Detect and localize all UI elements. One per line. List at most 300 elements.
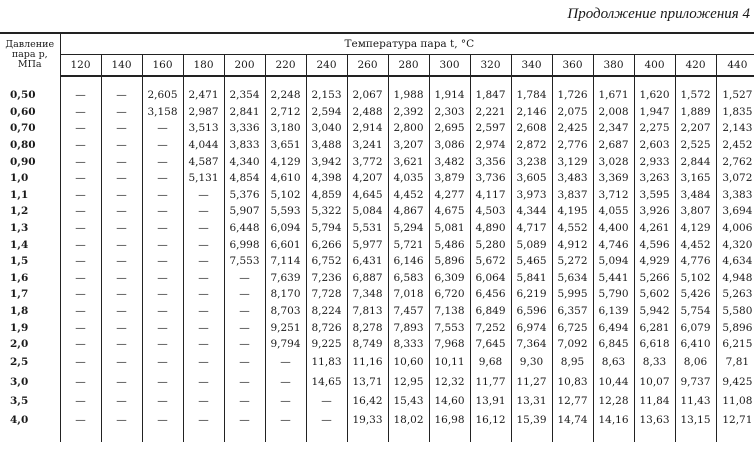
value-cell: 14,74 — [552, 411, 593, 442]
value-cell: 6,357 — [552, 303, 593, 320]
value-cell: 8,333 — [388, 336, 429, 353]
value-cell: 4,344 — [511, 203, 552, 220]
value-cell: 3,158 — [142, 104, 183, 121]
value-cell: — — [101, 353, 142, 373]
value-cell: 4,044 — [183, 137, 224, 154]
value-cell: 13,31 — [511, 392, 552, 412]
value-cell: 8,278 — [347, 319, 388, 336]
temperature-header-cell: 280 — [388, 55, 429, 77]
value-cell: 3,837 — [552, 187, 593, 204]
value-cell: — — [101, 137, 142, 154]
table-row — [0, 120, 754, 137]
temperature-header-cell: 360 — [552, 55, 593, 77]
value-cell: 4,117 — [470, 187, 511, 204]
value-cell: 6,849 — [470, 303, 511, 320]
value-cell: 5,721 — [388, 236, 429, 253]
value-cell: — — [142, 170, 183, 187]
value-cell: 6,494 — [593, 319, 634, 336]
value-cell: 6,596 — [511, 303, 552, 320]
value-cell: 5,896 — [429, 253, 470, 270]
value-cell: 5,995 — [552, 286, 593, 303]
value-cell: — — [142, 153, 183, 170]
value-cell: 10,83 — [552, 372, 593, 392]
value-cell: 7,893 — [388, 319, 429, 336]
value-cell: 2,605 — [142, 76, 183, 104]
value-cell: 6,215 — [716, 336, 754, 353]
value-cell: — — [142, 336, 183, 353]
value-cell: 9,225 — [306, 336, 347, 353]
value-cell: 6,309 — [429, 270, 470, 287]
pressure-cell: 0,50 — [10, 88, 36, 101]
value-cell: 5,754 — [675, 303, 716, 320]
temperature-header-cell: 400 — [634, 55, 675, 77]
table-row — [0, 153, 754, 170]
value-cell: 15,39 — [511, 411, 552, 442]
value-cell: 5,102 — [675, 270, 716, 287]
value-cell: 3,028 — [593, 153, 634, 170]
value-cell: 8,726 — [306, 319, 347, 336]
value-cell: — — [224, 303, 265, 320]
pressure-cell: 2,0 — [10, 338, 29, 351]
temperature-header-cell: 440 — [716, 55, 754, 77]
value-cell: 3,488 — [306, 137, 347, 154]
value-cell: — — [101, 76, 142, 104]
value-cell: 3,712 — [593, 187, 634, 204]
value-cell: 10,11 — [429, 353, 470, 373]
value-cell: — — [224, 319, 265, 336]
value-cell: 4,854 — [224, 170, 265, 187]
value-cell: 4,746 — [593, 236, 634, 253]
value-cell: 16,98 — [429, 411, 470, 442]
value-cell: 4,398 — [306, 170, 347, 187]
value-cell: 12,71 — [716, 411, 754, 442]
value-cell: 4,452 — [388, 187, 429, 204]
value-cell: 6,281 — [634, 319, 675, 336]
value-cell: 4,634 — [716, 253, 754, 270]
value-cell: 3,595 — [634, 187, 675, 204]
value-cell: 6,139 — [593, 303, 634, 320]
value-cell: — — [101, 104, 142, 121]
value-cell: — — [183, 372, 224, 392]
value-cell: 2,987 — [183, 104, 224, 121]
table-row — [0, 220, 754, 237]
pressure-cell: 1,6 — [10, 271, 29, 284]
value-cell: 8,703 — [265, 303, 306, 320]
value-cell: — — [60, 120, 101, 137]
value-cell: — — [101, 372, 142, 392]
value-cell: 3,369 — [593, 170, 634, 187]
value-cell: — — [60, 392, 101, 412]
value-cell: 8,749 — [347, 336, 388, 353]
value-cell: — — [142, 353, 183, 373]
value-cell: — — [183, 319, 224, 336]
value-cell: 5,977 — [347, 236, 388, 253]
value-cell: 6,410 — [675, 336, 716, 353]
temperature-header-cell: 160 — [142, 55, 183, 77]
table-row — [0, 170, 754, 187]
value-cell: — — [142, 411, 183, 442]
value-cell: 4,596 — [634, 236, 675, 253]
table-row — [0, 286, 754, 303]
pressure-cell: 3,0 — [10, 375, 29, 388]
value-cell: 2,872 — [511, 137, 552, 154]
table-row — [0, 270, 754, 287]
value-cell: 13,91 — [470, 392, 511, 412]
value-cell: 11,16 — [347, 353, 388, 373]
value-cell: 13,71 — [347, 372, 388, 392]
table-row — [0, 76, 754, 104]
value-cell: — — [101, 253, 142, 270]
value-cell: — — [142, 137, 183, 154]
value-cell: 5,376 — [224, 187, 265, 204]
temperature-header-cell: 180 — [183, 55, 224, 77]
value-cell: 4,675 — [429, 203, 470, 220]
value-cell: — — [60, 153, 101, 170]
pressure-label-line: Давление — [5, 39, 55, 50]
value-cell: 18,02 — [388, 411, 429, 442]
table-row — [0, 253, 754, 270]
value-cell: 14,60 — [429, 392, 470, 412]
value-cell: 3,086 — [429, 137, 470, 154]
value-cell: 3,513 — [183, 120, 224, 137]
pressure-cell: 2,5 — [10, 356, 29, 369]
value-cell: — — [101, 120, 142, 137]
value-cell: — — [60, 203, 101, 220]
value-cell: 3,129 — [552, 153, 593, 170]
value-cell: 6,094 — [265, 220, 306, 237]
value-cell: — — [101, 187, 142, 204]
value-cell: 7,018 — [388, 286, 429, 303]
temperature-header-cell: 200 — [224, 55, 265, 77]
value-cell: — — [60, 270, 101, 287]
value-cell: — — [183, 220, 224, 237]
value-cell: 2,392 — [388, 104, 429, 121]
value-cell: 5,441 — [593, 270, 634, 287]
value-cell: — — [101, 392, 142, 412]
value-cell: 9,737 — [675, 372, 716, 392]
value-cell: 5,294 — [388, 220, 429, 237]
value-cell: 5,634 — [552, 270, 593, 287]
value-cell: 2,347 — [593, 120, 634, 137]
value-cell: — — [183, 253, 224, 270]
value-cell: — — [183, 286, 224, 303]
value-cell: 14,65 — [306, 372, 347, 392]
value-cell: — — [224, 392, 265, 412]
value-cell: 2,471 — [183, 76, 224, 104]
value-cell: 6,448 — [224, 220, 265, 237]
value-cell: 6,618 — [634, 336, 675, 353]
temperature-values-row — [0, 55, 754, 77]
value-cell: 3,879 — [429, 170, 470, 187]
value-cell: 4,929 — [634, 253, 675, 270]
value-cell: 5,794 — [306, 220, 347, 237]
value-cell: 4,006 — [716, 220, 754, 237]
value-cell: 4,890 — [470, 220, 511, 237]
value-cell: 5,790 — [593, 286, 634, 303]
value-cell: 8,170 — [265, 286, 306, 303]
value-cell: — — [183, 303, 224, 320]
value-cell: — — [142, 236, 183, 253]
value-cell: 1,847 — [470, 76, 511, 104]
value-cell: 2,695 — [429, 120, 470, 137]
value-cell: 2,603 — [634, 137, 675, 154]
value-cell: 1,527 — [716, 76, 754, 104]
value-cell: 11,43 — [675, 392, 716, 412]
value-cell: 9,251 — [265, 319, 306, 336]
value-cell: — — [60, 411, 101, 442]
value-cell: 19,33 — [347, 411, 388, 442]
value-cell: 6,146 — [388, 253, 429, 270]
table-row — [0, 319, 754, 336]
value-cell: 3,241 — [347, 137, 388, 154]
value-cell: 7,348 — [347, 286, 388, 303]
value-cell: 5,084 — [347, 203, 388, 220]
value-cell: 3,772 — [347, 153, 388, 170]
table-row — [0, 187, 754, 204]
value-cell: 5,465 — [511, 253, 552, 270]
pressure-cell: 3,5 — [10, 395, 29, 408]
value-cell: 3,942 — [306, 153, 347, 170]
value-cell: 6,456 — [470, 286, 511, 303]
value-cell: 3,263 — [634, 170, 675, 187]
value-cell: 6,431 — [347, 253, 388, 270]
value-cell: 6,266 — [306, 236, 347, 253]
value-cell: 1,784 — [511, 76, 552, 104]
value-cell: 8,63 — [593, 353, 634, 373]
value-cell: 4,948 — [716, 270, 754, 287]
value-cell: 1,671 — [593, 76, 634, 104]
value-cell: 8,33 — [634, 353, 675, 373]
value-cell: 9,30 — [511, 353, 552, 373]
value-cell: 2,207 — [675, 120, 716, 137]
value-cell: — — [60, 236, 101, 253]
value-cell: 4,776 — [675, 253, 716, 270]
value-cell: — — [60, 303, 101, 320]
value-cell: 5,102 — [265, 187, 306, 204]
value-cell: — — [60, 76, 101, 104]
value-cell: 5,486 — [429, 236, 470, 253]
value-cell: 5,672 — [470, 253, 511, 270]
value-cell: 3,651 — [265, 137, 306, 154]
value-cell: 7,457 — [388, 303, 429, 320]
table-row — [0, 336, 754, 353]
value-cell: 4,400 — [593, 220, 634, 237]
value-cell: — — [101, 270, 142, 287]
value-cell: 5,089 — [511, 236, 552, 253]
pressure-label-line: пара p, — [11, 49, 48, 60]
value-cell: 2,712 — [265, 104, 306, 121]
value-cell: 6,079 — [675, 319, 716, 336]
table-row — [0, 411, 754, 442]
value-cell: — — [60, 336, 101, 353]
value-cell: 2,933 — [634, 153, 675, 170]
value-cell: 6,601 — [265, 236, 306, 253]
value-cell: 4,129 — [675, 220, 716, 237]
value-cell: 1,835 — [716, 104, 754, 121]
value-cell: 11,77 — [470, 372, 511, 392]
value-cell: — — [101, 203, 142, 220]
value-cell: 3,180 — [265, 120, 306, 137]
value-cell: 9,794 — [265, 336, 306, 353]
value-cell: 9,425 — [716, 372, 754, 392]
value-cell: 4,452 — [675, 236, 716, 253]
value-cell: 13,63 — [634, 411, 675, 442]
value-cell: 7,728 — [306, 286, 347, 303]
value-cell: — — [183, 187, 224, 204]
value-cell: 3,621 — [388, 153, 429, 170]
value-cell: 11,84 — [634, 392, 675, 412]
pressure-cell: 0,70 — [10, 122, 36, 135]
value-cell: 5,266 — [634, 270, 675, 287]
value-cell: 6,720 — [429, 286, 470, 303]
pressure-cell: 1,7 — [10, 288, 29, 301]
value-cell: 1,620 — [634, 76, 675, 104]
value-cell: 6,725 — [552, 319, 593, 336]
value-cell: — — [224, 372, 265, 392]
value-cell: 6,887 — [347, 270, 388, 287]
value-cell: 15,43 — [388, 392, 429, 412]
value-cell: 14,16 — [593, 411, 634, 442]
value-cell: — — [142, 203, 183, 220]
value-cell: 16,42 — [347, 392, 388, 412]
temperature-header-cell: 240 — [306, 55, 347, 77]
value-cell: 3,165 — [675, 170, 716, 187]
value-cell: — — [101, 319, 142, 336]
value-cell: 5,131 — [183, 170, 224, 187]
value-cell: 2,844 — [675, 153, 716, 170]
value-cell: 4,035 — [388, 170, 429, 187]
value-cell: 5,531 — [347, 220, 388, 237]
pressure-cell: 1,4 — [10, 238, 29, 251]
value-cell: 2,354 — [224, 76, 265, 104]
value-cell: — — [265, 372, 306, 392]
pressure-cell: 1,2 — [10, 205, 29, 218]
value-cell: 4,129 — [265, 153, 306, 170]
pressure-label-line: МПа — [17, 59, 42, 70]
value-cell: 6,998 — [224, 236, 265, 253]
value-cell: — — [142, 303, 183, 320]
value-cell: — — [101, 170, 142, 187]
value-cell: — — [265, 411, 306, 442]
temperature-header-cell: 420 — [675, 55, 716, 77]
value-cell: — — [101, 220, 142, 237]
value-cell: — — [60, 137, 101, 154]
value-cell: 7,236 — [306, 270, 347, 287]
value-cell: 11,27 — [511, 372, 552, 392]
value-cell: 1,988 — [388, 76, 429, 104]
temperature-header-cell: 140 — [101, 55, 142, 77]
value-cell: — — [142, 220, 183, 237]
value-cell: — — [101, 286, 142, 303]
steam-specific-volume-table — [0, 32, 754, 442]
value-cell: 12,28 — [593, 392, 634, 412]
value-cell: 3,383 — [716, 187, 754, 204]
value-cell: 2,762 — [716, 153, 754, 170]
value-cell: — — [60, 170, 101, 187]
value-cell: 12,32 — [429, 372, 470, 392]
temperature-header-cell: 220 — [265, 55, 306, 77]
value-cell: 2,488 — [347, 104, 388, 121]
value-cell: 5,263 — [716, 286, 754, 303]
value-cell: 9,68 — [470, 353, 511, 373]
value-cell: — — [142, 286, 183, 303]
value-cell: 2,776 — [552, 137, 593, 154]
value-cell: 4,912 — [552, 236, 593, 253]
value-cell: 3,694 — [716, 203, 754, 220]
value-cell: 2,067 — [347, 76, 388, 104]
value-cell: 1,889 — [675, 104, 716, 121]
table-row — [0, 392, 754, 412]
value-cell: — — [224, 411, 265, 442]
value-cell: 5,322 — [306, 203, 347, 220]
value-cell: 4,055 — [593, 203, 634, 220]
value-cell: 5,094 — [593, 253, 634, 270]
value-cell: 2,146 — [511, 104, 552, 121]
value-cell: 2,008 — [593, 104, 634, 121]
value-cell: — — [60, 104, 101, 121]
value-cell: 1,914 — [429, 76, 470, 104]
value-cell: 2,275 — [634, 120, 675, 137]
value-cell: 11,08 — [716, 392, 754, 412]
value-cell: 1,572 — [675, 76, 716, 104]
value-cell: — — [101, 303, 142, 320]
value-cell: 7,553 — [224, 253, 265, 270]
value-cell: 4,207 — [347, 170, 388, 187]
pressure-column-header — [0, 33, 60, 76]
value-cell: — — [142, 120, 183, 137]
value-cell: 7,364 — [511, 336, 552, 353]
value-cell: — — [101, 411, 142, 442]
value-cell: 5,907 — [224, 203, 265, 220]
value-cell: 8,06 — [675, 353, 716, 373]
value-cell: 5,896 — [716, 319, 754, 336]
value-cell: 4,340 — [224, 153, 265, 170]
value-cell: 4,261 — [634, 220, 675, 237]
value-cell: 4,320 — [716, 236, 754, 253]
value-cell: — — [183, 270, 224, 287]
value-cell: 4,552 — [552, 220, 593, 237]
table-row — [0, 236, 754, 253]
value-cell: — — [265, 392, 306, 412]
value-cell: 2,153 — [306, 76, 347, 104]
value-cell: — — [183, 353, 224, 373]
value-cell: — — [60, 187, 101, 204]
value-cell: 3,973 — [511, 187, 552, 204]
table-body — [0, 76, 754, 442]
value-cell: 3,238 — [511, 153, 552, 170]
value-cell: — — [142, 319, 183, 336]
value-cell: 3,483 — [552, 170, 593, 187]
value-cell: — — [60, 286, 101, 303]
value-cell: — — [142, 392, 183, 412]
value-cell: 6,752 — [306, 253, 347, 270]
pressure-cell: 1,8 — [10, 305, 29, 318]
value-cell: — — [183, 236, 224, 253]
value-cell: — — [306, 411, 347, 442]
table-row — [0, 353, 754, 373]
value-cell: 3,072 — [716, 170, 754, 187]
temperature-header-cell: 320 — [470, 55, 511, 77]
page-caption: Продолжение приложения 4 — [567, 6, 750, 22]
value-cell: 4,859 — [306, 187, 347, 204]
value-cell: 2,974 — [470, 137, 511, 154]
value-cell: 7,092 — [552, 336, 593, 353]
pressure-cell: 1,0 — [10, 172, 29, 185]
value-cell: 4,717 — [511, 220, 552, 237]
value-cell: 2,594 — [306, 104, 347, 121]
temperature-header: Температура пара t, °C — [60, 33, 754, 55]
value-cell: 3,605 — [511, 170, 552, 187]
